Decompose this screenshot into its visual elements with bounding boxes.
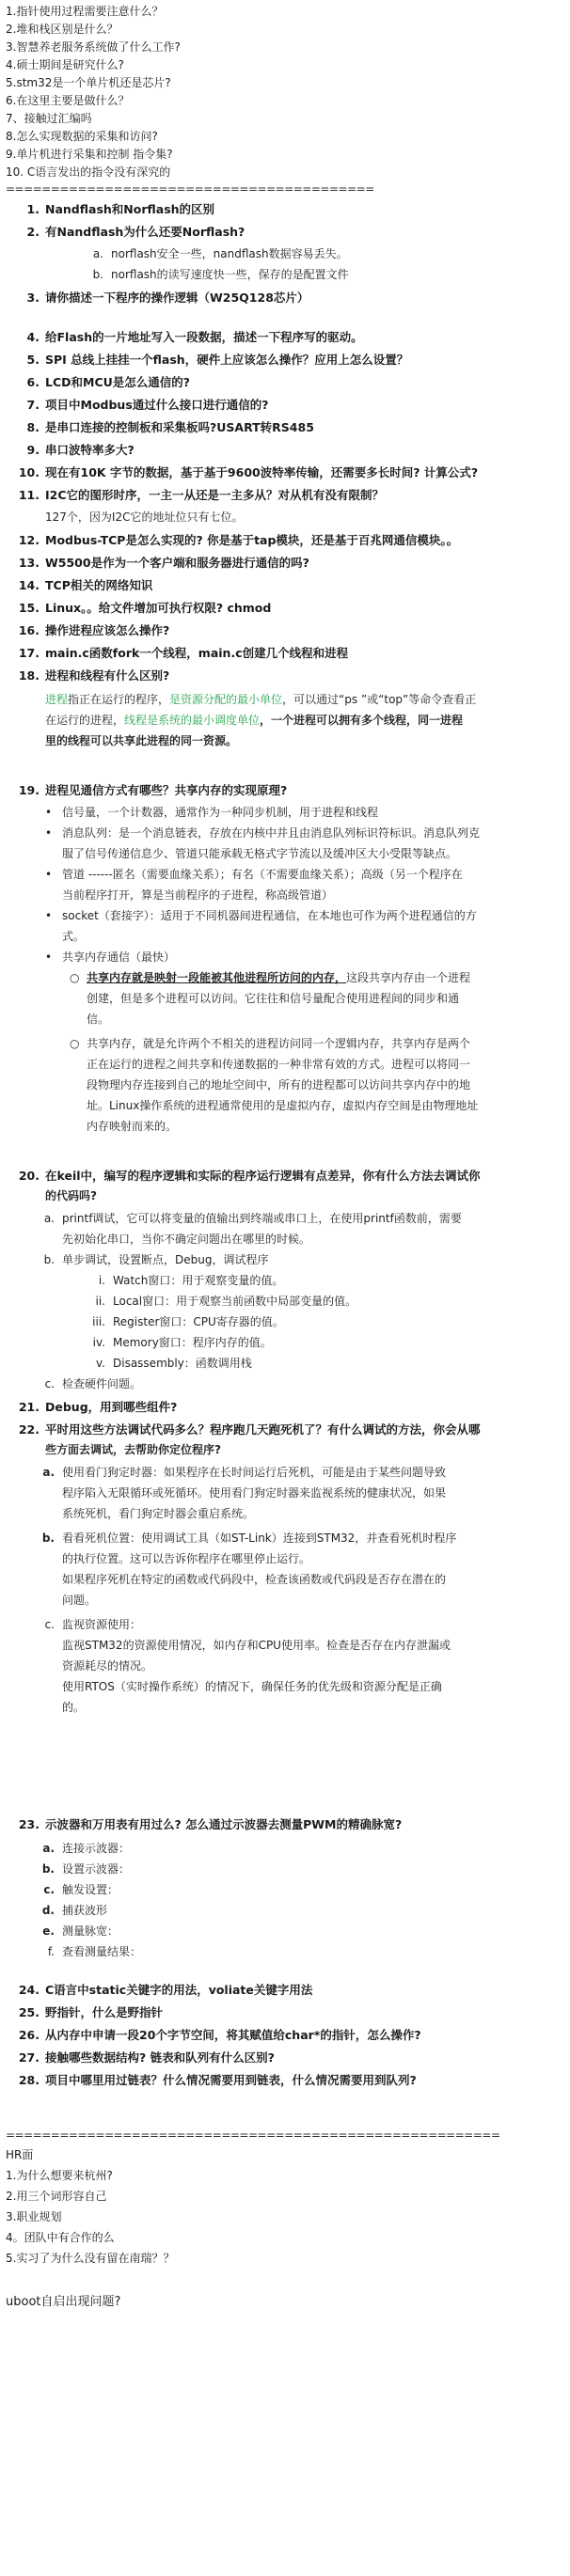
question-text: TCP相关的网络知识 (45, 578, 153, 592)
intro-item: 8.怎么实现数据的采集和访问? (6, 130, 158, 143)
answer-continuation: 问题。 (62, 1594, 97, 1607)
separator: ========================================= (6, 182, 374, 196)
question-text: Linux。。给文件增加可执行权限? chmod (45, 601, 272, 615)
question-number: 9. (26, 443, 40, 457)
bullet-continuation: 创建，但是多个进程可以访问。它往往和信号量配合使用进程间的同步和通 (87, 992, 460, 1005)
answer-continuation: 使用RTOS（实时操作系统）的情况下，确保任务的优先级和资源分配是正确 (62, 1680, 442, 1693)
bullet-continuation: 式。 (62, 930, 86, 943)
intro-item: 5.stm32是一个单片机还是芯片? (6, 76, 171, 89)
answer-continuation: 如果程序死机在特定的函数或代码段中，检查该函数或代码段是否存在潜在的 (62, 1573, 447, 1586)
question-number: 12. (18, 533, 40, 547)
question-text: Nandflash和Norflash的区别 (45, 202, 215, 216)
question-number: 10. (18, 465, 40, 479)
intro-item: 4.硕士期间是研究什么? (6, 58, 124, 71)
intro-item: 2.堆和栈区别是什么？ (6, 23, 119, 36)
question-number: 17. (18, 646, 40, 660)
answer-continuation: 的执行位置。这可以告诉你程序在哪里停止运行。 (62, 1552, 311, 1565)
answer-continuation: 的。 (62, 1701, 86, 1714)
bullet-continuation: 当前程序打开，算是当前程序的子进程，称高级管道） (62, 888, 334, 902)
hr-item: 4。团队中有合作的么 (6, 2231, 115, 2244)
question-number: 3. (26, 291, 40, 305)
question-number: 14. (18, 578, 40, 592)
question-number: 18. (18, 668, 40, 683)
closing-question: uboot自启出现问题? (6, 2295, 121, 2309)
question-number: 6. (26, 375, 40, 389)
answer-text: norflash安全一些，nandflash数据容易丢失。 (111, 247, 348, 260)
question-number: 26. (18, 2028, 40, 2042)
answer-continuation: 监视STM32的资源使用情况，如内存和CPU使用率。检查是否存在内存泄漏或 (62, 1639, 451, 1652)
question-text: 是串口连接的控制板和采集板吗?USART转RS485 (45, 420, 314, 434)
question-continuation: 的代码吗? (45, 1189, 97, 1202)
intro-item: 1.指针使用过程需要注意什么？ (6, 5, 164, 18)
question-text: 现在有10K 字节的数据，基于基于9600波特率传输，还需要多长时间? 计算公式? (45, 465, 479, 479)
separator: ======================================================= (6, 2128, 500, 2142)
bullet-continuation: 址。Linux操作系统的进程通常使用的是虚拟内存，虚拟内存空间是由物理地址 (87, 1099, 479, 1112)
question-number: 4. (26, 330, 40, 344)
question-number: 8. (26, 420, 40, 434)
question-text: 有Nandflash为什么还要Norflash? (45, 225, 245, 239)
question-text: 接触哪些数据结构? 链表和队列有什么区别? (45, 2050, 275, 2065)
answer-continuation: 系统死机，看门狗定时器会重启系统。 (62, 1507, 255, 1520)
question-text: 操作进程应该怎么操作? (45, 623, 170, 637)
question-text: 示波器和万用表有用过么? 怎么通过示波器去测量PWM的精确脉宽? (45, 1817, 403, 1831)
hr-item: 2.用三个词形容自己 (6, 2190, 107, 2203)
question-text: 在keil中，编写的程序逻辑和实际的程序运行逻辑有点差异，你有什么方法去调试你 (45, 1169, 481, 1183)
highlight-term: 进程 (45, 693, 69, 706)
question-number: 24. (18, 1983, 40, 1997)
hr-item: 5.实习了为什么没有留在南瑞？？ (6, 2252, 175, 2265)
question-text: 野指针，什么是野指针 (45, 2005, 164, 2019)
question-text: Debug，用到哪些组件? (45, 1400, 178, 1414)
intro-item: 9.单片机进行采集和控制 指令集? (6, 148, 173, 161)
question-number: 21. (18, 1400, 40, 1414)
highlight-term: 是资源分配的最小单位 (169, 693, 283, 706)
question-text: 进程和线程有什么区别? (45, 668, 170, 683)
answer-text: norflash的读写速度快一些，保存的是配置文件 (111, 268, 349, 281)
question-number: 5. (26, 353, 40, 367)
bullet-continuation: 内存映射而来的。 (87, 1120, 178, 1133)
question-text: C语言中static关键字的用法，voliate关键字用法 (45, 1983, 313, 1997)
question-text: SPI 总线上挂挂一个flash，硬件上应该怎么操作？应用上怎么设置？ (45, 353, 409, 367)
question-number: 22. (18, 1422, 40, 1437)
bullet-continuation: 段物理内存连接到自己的地址空间中，所有的进程都可以访问共享内存中的地 (87, 1078, 471, 1092)
question-text: 进程见通信方式有哪些？共享内存的实现原理? (45, 783, 288, 797)
question-number: 15. (18, 601, 40, 615)
intro-item: 3.智慧养老服务系统做了什么工作? (6, 40, 181, 54)
answer-text: 进程指正在运行的程序，是资源分配的最小单位，可以通过“ps ”或“top”等命令查看正 (45, 693, 477, 706)
question-text: main.c函数fork一个线程，main.c创建几个线程和进程 (45, 646, 349, 660)
question-number: 27. (18, 2050, 40, 2065)
question-text: 平时用这些方法调试代码多么？程序跑几天跑死机了？有什么调试的方法，你会从哪 (45, 1422, 481, 1437)
question-number: 1. (26, 202, 40, 216)
intro-item: 10. C语言发出的指令没有深究的 (6, 165, 171, 179)
bullet-continuation: 服了信号传递信息少、管道只能承载无格式字节流以及缓冲区大小受限等缺点。 (62, 847, 458, 860)
question-text: LCD和MCU是怎么通信的? (45, 375, 191, 389)
bullet-continuation: 正在运行的进程之间共享和传递数据的一种非常有效的方式。进程可以将同一 (87, 1058, 471, 1071)
question-text: 项目中哪里用过链表？什么情况需要用到链表，什么情况需要用到队列? (45, 2073, 417, 2087)
question-number: 19. (18, 783, 40, 797)
question-continuation: 些方面去调试，去帮助你定位程序? (45, 1443, 221, 1456)
answer-continuation: 程序陷入无限循环或死循环。使用看门狗定时器来监视系统的健康状况，如果 (62, 1486, 447, 1500)
question-text: 请你描述一下程序的操作逻辑（W25Q128芯片） (45, 291, 309, 305)
question-number: 7. (26, 398, 40, 412)
question-number: 28. (18, 2073, 40, 2087)
question-number: 20. (18, 1169, 40, 1183)
answer-continuation: 先初始化串口，当你不确定问题出在哪里的时候。 (62, 1233, 311, 1246)
answer-text: 里的线程可以共享此进程的同一资源。 (45, 734, 238, 747)
question-text: I2C它的图形时序，一主一从还是一主多从？对从机有没有限制？ (45, 488, 385, 502)
bullet-continuation: 信。 (87, 1013, 110, 1026)
question-text: 串口波特率多大? (45, 443, 135, 457)
question-text: 项目中Modbus通过什么接口进行通信的? (45, 398, 269, 412)
question-number: 13. (18, 556, 40, 570)
highlight-term: 线程是系统的最小调度单位 (124, 714, 261, 727)
answer-text: 127个，因为I2C它的地址位只有七位。 (45, 510, 244, 524)
hr-item: 3.职业规划 (6, 2210, 62, 2223)
answer-text: 在运行的进程，线程是系统的最小调度单位，一个进程可以拥有多个线程，同一进程 (45, 714, 464, 727)
question-text: W5500是作为一个客户端和服务器进行通信的吗? (45, 556, 309, 570)
hr-item: 1.为什么想要来杭州? (6, 2169, 113, 2182)
question-number: 23. (18, 1817, 40, 1831)
question-number: 16. (18, 623, 40, 637)
intro-item: 7、接触过汇编吗 (6, 112, 92, 125)
question-number: 2. (26, 225, 40, 239)
question-number: 11. (18, 488, 40, 502)
hr-title: HR面 (6, 2148, 34, 2161)
intro-item: 6.在这里主要是做什么？ (6, 94, 130, 107)
question-text: Modbus-TCP是怎么实现的? 你是基于tap模块，还是基于百兆网通信模块。。 (45, 533, 459, 547)
question-number: 25. (18, 2005, 40, 2019)
question-text: 从内存中申请一段20个字节空间，将其赋值给char*的指针，怎么操作? (45, 2028, 421, 2042)
question-text: 给Flash的一片地址写入一段数据，描述一下程序写的驱动。 (45, 330, 363, 344)
answer-continuation: 资源耗尽的情况。 (62, 1659, 153, 1673)
